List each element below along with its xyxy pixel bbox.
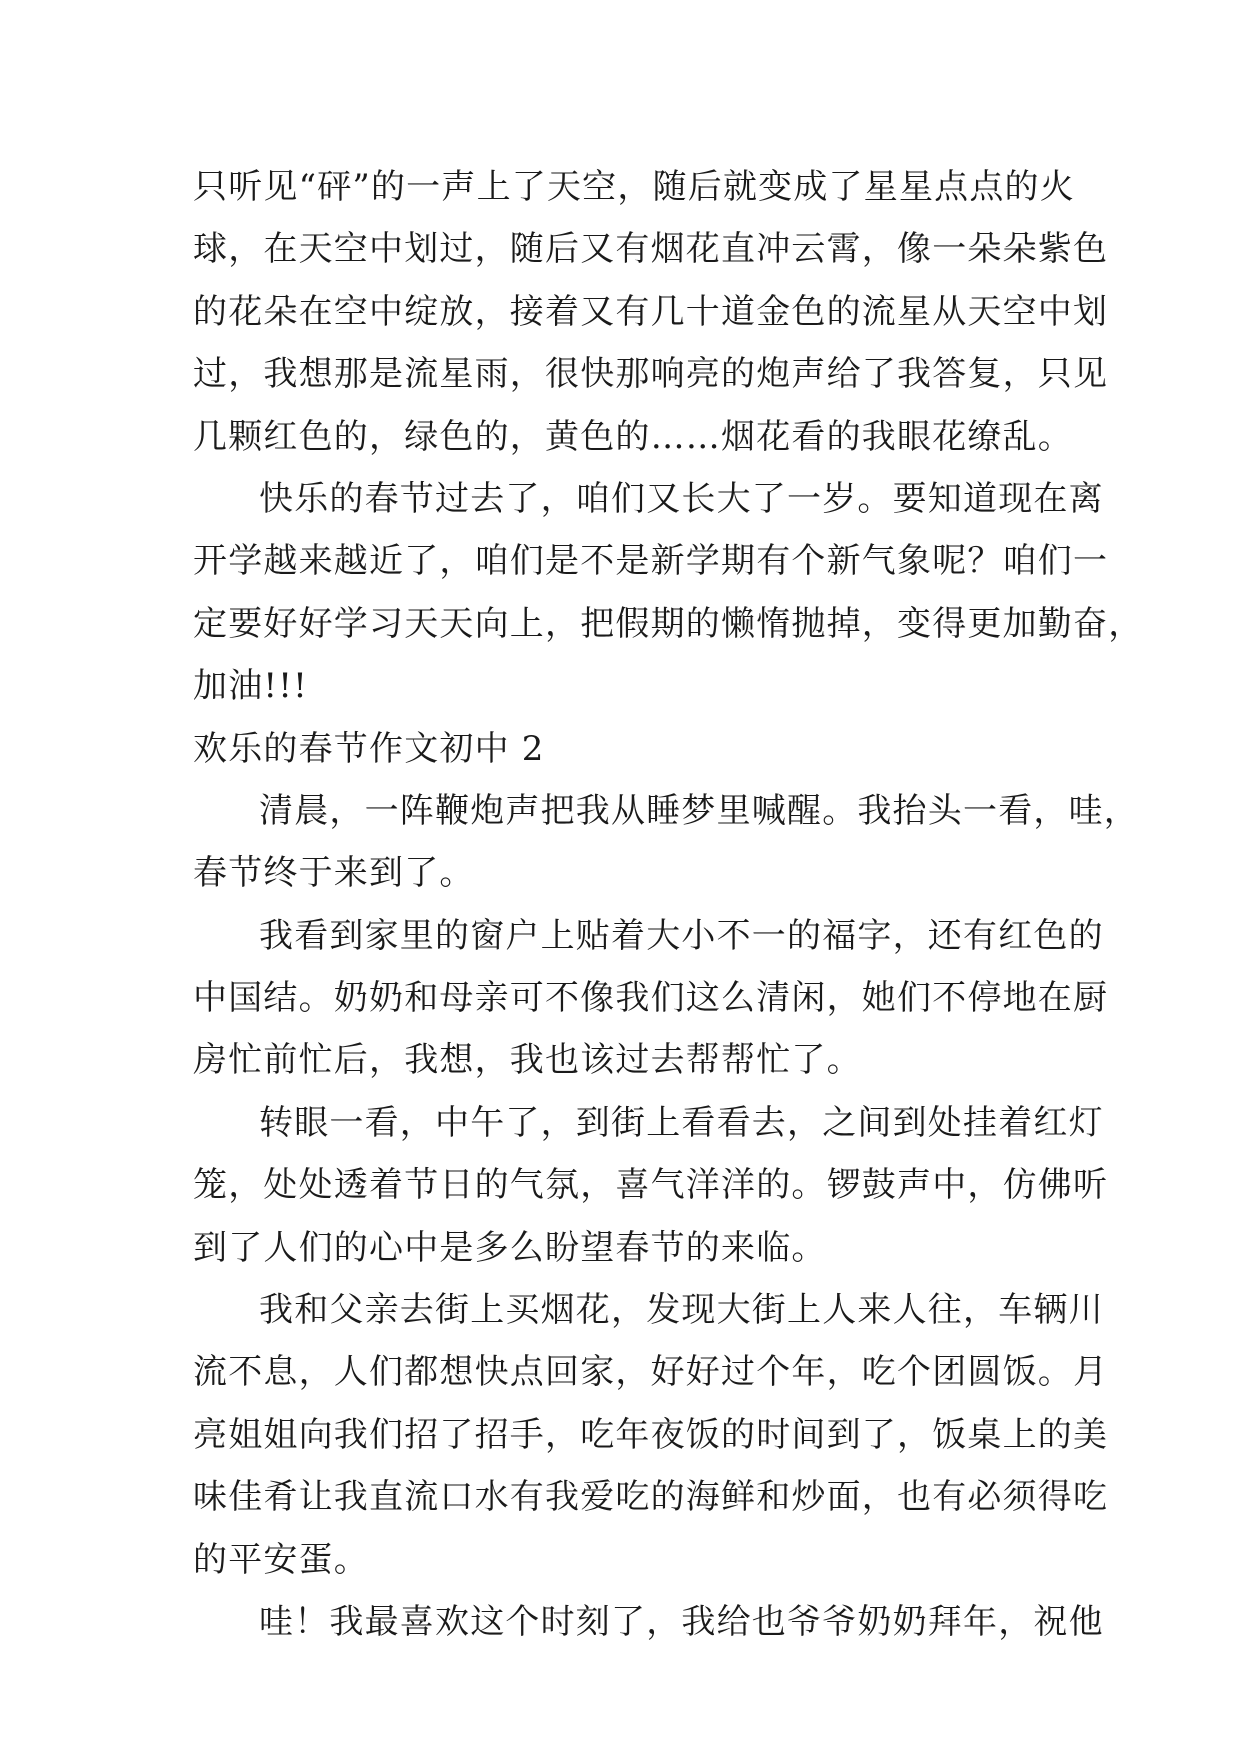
text-line: 味佳肴让我直流口水有我爱吃的海鲜和炒面，也有必须得吃 <box>193 1477 1109 1518</box>
section-title: 欢乐的春节作文初中 2 <box>193 728 545 769</box>
paragraph-first-line: 快乐的春节过去了，咱们又长大了一岁。要知道现在离 <box>259 478 1104 519</box>
paragraph-first-line: 清晨，一阵鞭炮声把我从睡梦里喊醒。我抬头一看，哇， <box>259 790 1139 831</box>
text-line: 球，在天空中划过，随后又有烟花直冲云霄，像一朵朵紫色 <box>193 229 1109 270</box>
text-line: 中国结。奶奶和母亲可不像我们这么清闲，她们不停地在厨 <box>193 978 1109 1019</box>
text-line: 几颗红色的，绿色的，黄色的……烟花看的我眼花缭乱。 <box>193 416 1073 457</box>
text-line: 到了人们的心中是多么盼望春节的来临。 <box>193 1227 827 1268</box>
text-line: 春节终于来到了。 <box>193 853 475 894</box>
text-line: 过，我想那是流星雨，很快那响亮的炮声给了我答复，只见 <box>193 354 1109 395</box>
text-line: 房忙前忙后，我想，我也该过去帮帮忙了。 <box>193 1040 862 1081</box>
text-line: 亮姐姐向我们招了招手，吃年夜饭的时间到了，饭桌上的美 <box>193 1414 1109 1455</box>
text-line: 流不息，人们都想快点回家，好好过个年，吃个团圆饭。月 <box>193 1352 1109 1393</box>
text-line: 加油!!! <box>193 666 308 707</box>
text-line: 的花朵在空中绽放，接着又有几十道金色的流星从天空中划 <box>193 291 1109 332</box>
text-line: 只听见“砰”的一声上了天空，随后就变成了星星点点的火 <box>193 167 1075 207</box>
document-body <box>193 156 1144 1653</box>
paragraph-first-line: 哇！我最喜欢这个时刻了，我给也爷爷奶奶拜年，祝他 <box>259 1601 1104 1642</box>
paragraph-first-line: 转眼一看，中午了，到街上看看去，之间到处挂着红灯 <box>259 1102 1104 1143</box>
text-line: 开学越来越近了，咱们是不是新学期有个新气象呢？咱们一 <box>193 541 1109 582</box>
paragraph-first-line: 我和父亲去街上买烟花，发现大街上人来人往，车辆川 <box>259 1290 1104 1331</box>
paragraph-first-line: 我看到家里的窗户上贴着大小不一的福字，还有红色的 <box>259 915 1104 956</box>
text-line: 的平安蛋。 <box>193 1539 369 1580</box>
text-line: 定要好好学习天天向上，把假期的懒惰抛掉，变得更加勤奋， <box>193 603 1144 644</box>
text-line: 笼，处处透着节日的气氛，喜气洋洋的。锣鼓声中，仿佛听 <box>193 1165 1109 1206</box>
